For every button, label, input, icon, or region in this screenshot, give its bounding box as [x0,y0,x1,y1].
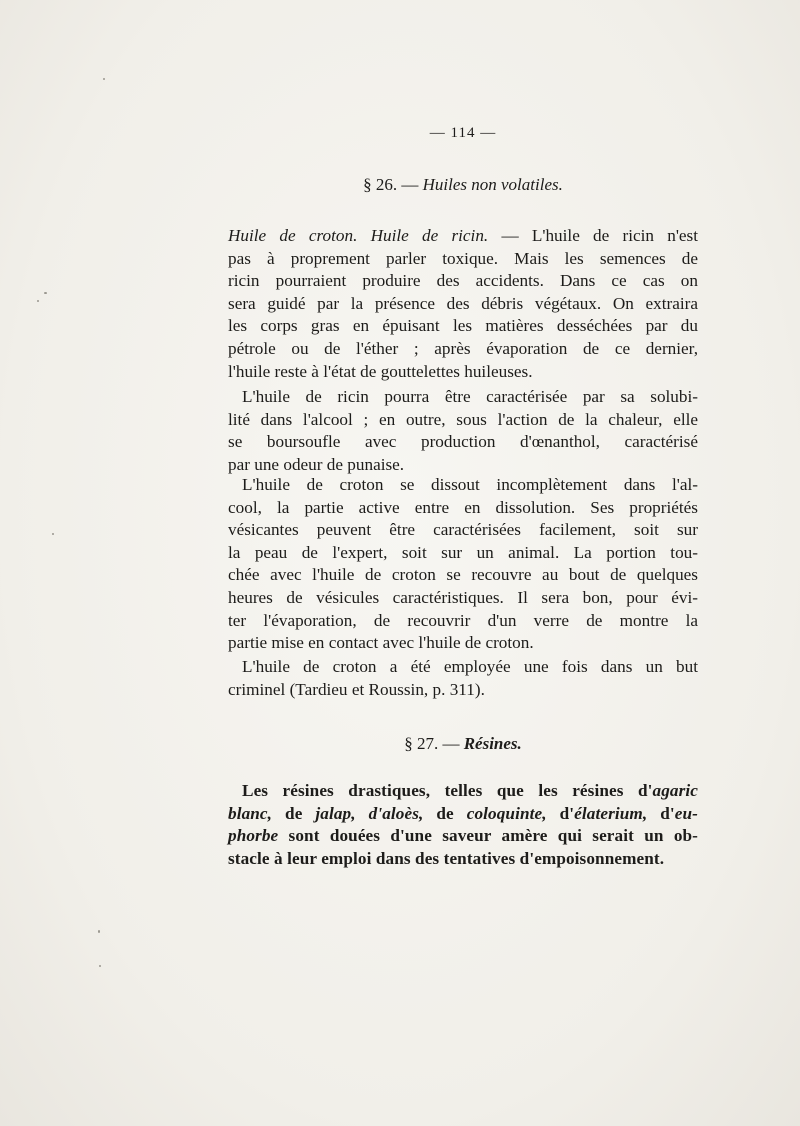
text-line: L'huile de ricin pourra être caractérisée par sa solubi- [242,387,698,406]
paragraph-resins [228,780,698,870]
section-title: Résines. [463,734,522,753]
text-line: pas à proprement parler toxique. Mais les semences de [228,248,698,268]
text-line: pétrole ou de l'éther ; après évaporation de ce dernier, [228,338,698,358]
text-line: criminel (Tardieu et Roussin, p. 311). [228,679,485,699]
text-line: sera guidé par la présence des débris végétaux. On extraira [228,293,698,313]
section-heading-27 [228,734,698,754]
text-run: d'aloès, [368,803,424,823]
text-run: Les résines drastiques, telles que les résines d' [242,781,653,800]
text-line: se boursoufle avec production d'œnanthol, caractérisé [228,432,698,452]
text-run: d' [546,803,575,823]
text-run [356,804,369,823]
section-number: § 27. — [404,734,460,753]
text-line: ter l'évaporation, de recouvrir d'un verre de montre la [228,610,698,630]
text-line: chée avec l'huile de croton se recouvre au bout de quelques [228,565,698,585]
paragraph-lead: Huile de croton. Huile de ricin. [228,226,489,245]
text-line: — L'huile de ricin n'est [488,226,699,245]
text-line: cool, la partie active entre en dissolution. Ses propriétés [228,497,698,517]
text-line: ricin pourraient produire des accidents. Dans ce cas on [228,271,698,291]
text-line: L'huile de croton a été employée une fois dans un but [242,657,698,676]
text-run: sont douées d'une saveur amère qui serait un ob- [278,826,698,846]
text-line: les corps gras en épuisant les matières desséchées par du [228,316,698,336]
text-line: la peau de l'expert, soit sur un animal. La portion tou- [228,542,698,562]
text-run: d' [647,803,675,823]
text-line: partie mise en contact avec l'huile de croton. [228,633,534,653]
text-run: blanc, [228,803,273,823]
text-run: eu- [674,803,699,823]
text-line: L'huile de croton se dissout incomplètement dans l'al- [242,475,698,494]
text-line: stacle à leur emploi dans des tentatives d'empoisonnement. [228,848,665,868]
paragraph-criminal-use [228,656,698,701]
text-run: jalap, [315,803,356,823]
section-number: § 26. — [363,175,419,194]
page-number: — 114 — [429,125,497,141]
text-line: lité dans l'alcool ; en outre, sous l'action de la chaleur, elle [228,409,698,429]
text-run: coloquinte, [466,803,547,823]
paragraph-croton-ricin [228,225,698,383]
text-run: agaric [652,781,698,800]
text-line: l'huile reste à l'état de gouttelettes huileuses. [228,361,533,381]
text-run: élaterium, [574,803,648,823]
text-run: de [272,803,316,823]
text-run: phorbe [228,826,279,846]
paragraph-croton-properties [228,474,698,655]
text-line: vésicantes peuvent être caractérisées facilement, soit sur [228,520,698,540]
text-line: heures de vésicules caractéristiques. Il sera bon, pour évi- [228,587,698,607]
text-run: de [423,803,467,823]
text-line: par une odeur de punaise. [228,454,405,474]
section-title: Huiles non volatiles. [422,175,563,194]
paragraph-ricin-solubility [228,386,698,476]
section-heading-26 [228,175,698,195]
